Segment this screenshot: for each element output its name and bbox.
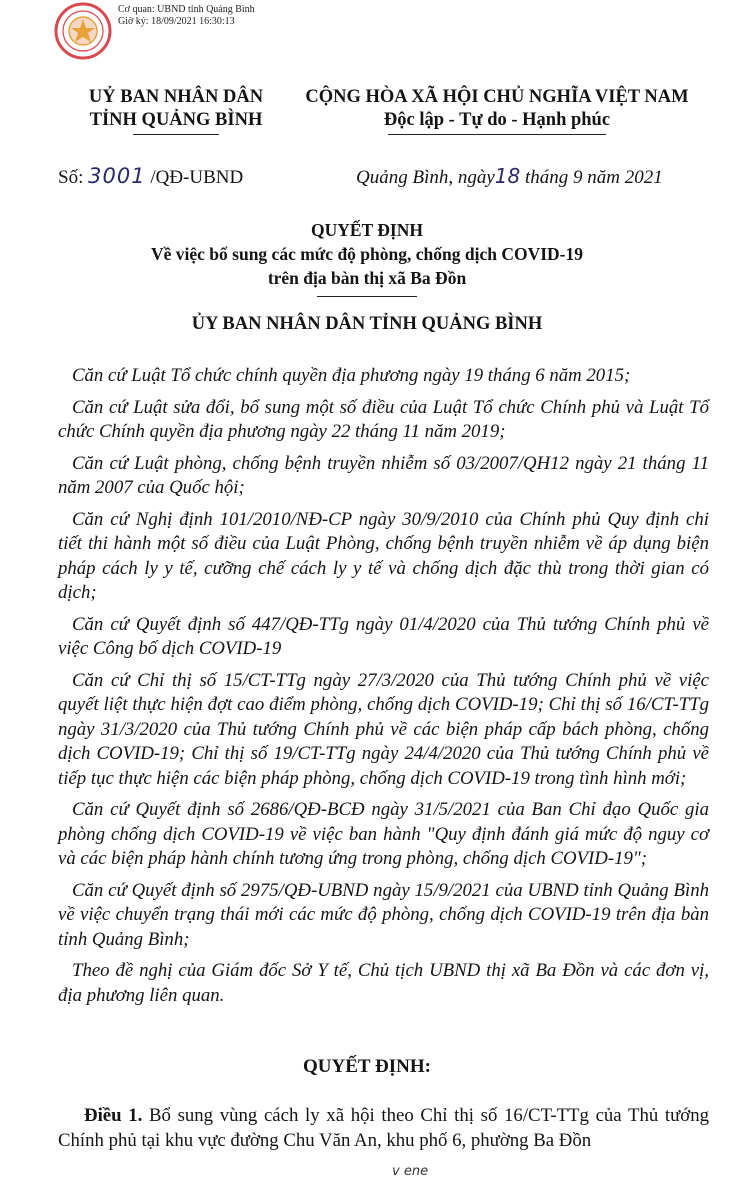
title-underline (317, 296, 417, 297)
issue-date (356, 164, 663, 189)
ground-paragraph: Căn cứ Quyết định số 2686/QĐ-BCĐ ngày 31/5/2021 của Ban Chỉ đạo Quốc gia phòng chống dịch COVID-19 về việc ban hành "Quy định đánh giá mức độ nguy cơ và các biện pháp hành chính tương ứng trong phòng, chống dịch COVID-19"; (58, 799, 709, 869)
org-line-1: UỶ BAN NHÂN DÂN (88, 87, 264, 107)
decision-title (0, 218, 734, 297)
legal-grounds (58, 364, 709, 1015)
ground-paragraph: Căn cứ Chỉ thị số 15/CT-TTg ngày 27/3/2020 của Thủ tướng Chính phủ về việc quyết liệt thực hiện đợt cao điểm phòng, chống dịch COVID-19; Chỉ thị số 16/CT-TTg ngày 31/3/2020 của Thủ tướng Chính phủ về các biện pháp cấp bách phòng, chống dịch COVID-19; Chỉ thị số 19/CT-TTg ngày 24/4/2020 của Thủ tướng Chính phủ về tiếp tục thực hiện các biện pháp phòng, chống dịch COVID-19 trong tình hình mới; (58, 669, 709, 789)
date-after: tháng 9 năm 2021 (520, 167, 663, 188)
signature-agency: Cơ quan: UBND tỉnh Quảng Bình (118, 4, 255, 15)
article-1 (58, 1104, 709, 1153)
issuing-organization (56, 86, 296, 135)
digital-signature-info (118, 4, 255, 28)
national-motto (262, 86, 732, 135)
article-1-text: Bổ sung vùng cách ly xã hội theo Chỉ thị số 16/CT-TTg của Thủ tướng Chính phủ tại khu vực đường Chu Văn An, khu phố 6, phường Ba Đồn (58, 1105, 710, 1151)
org-line-2: TỈNH QUẢNG BÌNH (89, 110, 263, 130)
signature-time: Giờ ký: 18/09/2021 16:30:13 (118, 16, 235, 27)
committee-heading: ỦY BAN NHÂN DÂN TỈNH QUẢNG BÌNH (191, 314, 543, 334)
ground-paragraph: Căn cứ Quyết định số 447/QĐ-TTg ngày 01/4/2020 của Thủ tướng Chính phủ về việc Công bố dịch COVID-19 (58, 613, 709, 659)
handwritten-initials: v ene (392, 1164, 429, 1179)
title-line-3: trên địa bàn thị xã Ba Đồn (267, 268, 467, 288)
ground-paragraph: Căn cứ Nghị định 101/2010/NĐ-CP ngày 30/9/2010 của Chính phủ Quy định chi tiết thi hành một số điều của Luật Phòng, chống bệnh truyền nhiễm về áp dụng biện pháp cách ly y tế, cưỡng chế cách ly y tế và chống dịch đặc thù trong thời gian có dịch; (58, 508, 709, 603)
country-name: CỘNG HÒA XÃ HỘI CHỦ NGHĨA VIỆT NAM (305, 87, 689, 107)
doc-number-suffix: /QĐ-UBND (145, 167, 244, 188)
title-line-2: Về việc bổ sung các mức độ phòng, chống dịch COVID-19 (151, 244, 583, 264)
article-1-label: Điều 1. (84, 1105, 143, 1126)
digital-seal-icon (54, 2, 112, 60)
doc-number-handwritten: 3001 (88, 164, 146, 188)
motto-underline (388, 134, 606, 135)
title-line-1: QUYẾT ĐỊNH (311, 220, 423, 240)
ground-paragraph: Theo đề nghị của Giám đốc Sở Y tế, Chủ tịch UBND thị xã Ba Đồn và các đơn vị, địa phương liên quan. (58, 960, 709, 1006)
ground-paragraph: Căn cứ Quyết định số 2975/QĐ-UBND ngày 15/9/2021 của UBND tỉnh Quảng Bình về việc chuyển trạng thái mới các mức độ phòng, chống dịch COVID-19 trên địa bàn tỉnh Quảng Bình; (58, 879, 709, 950)
ground-paragraph: Căn cứ Luật Tổ chức chính quyền địa phương ngày 19 tháng 6 năm 2015; (72, 365, 631, 386)
ground-paragraph: Căn cứ Luật sửa đổi, bổ sung một số điều của Luật Tổ chức Chính phủ và Luật Tổ chức Chính quyền địa phương ngày 22 tháng 11 năm 2019; (58, 396, 709, 442)
doc-number-prefix: Số: (58, 167, 89, 188)
date-day-handwritten: 18 (494, 164, 521, 188)
decision-heading: QUYẾT ĐỊNH: (303, 1056, 431, 1077)
document-number (58, 164, 243, 189)
ground-paragraph: Căn cứ Luật phòng, chống bệnh truyền nhiễm số 03/2007/QH12 ngày 21 tháng 11 năm 2007 của Quốc hội; (58, 452, 709, 498)
date-before: Quảng Bình, ngày (356, 167, 495, 188)
motto: Độc lập - Tự do - Hạnh phúc (383, 110, 611, 130)
org-underline (133, 134, 219, 135)
